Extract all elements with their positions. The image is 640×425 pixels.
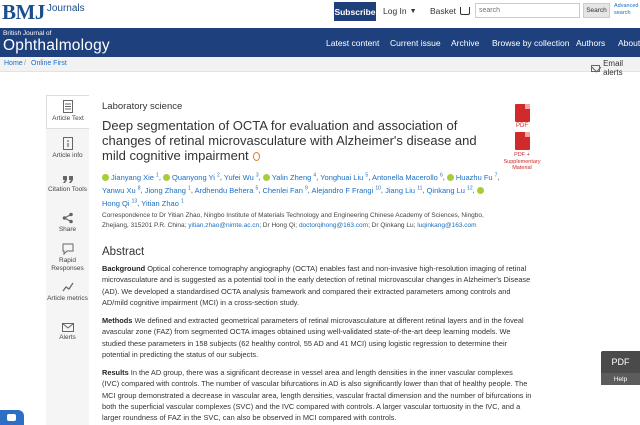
author-link[interactable] xyxy=(447,173,498,182)
author-separator: , xyxy=(140,185,145,195)
author-separator: , xyxy=(307,185,312,195)
author-name: Yitian Zhao xyxy=(141,198,179,208)
advanced-search-link[interactable] xyxy=(614,3,638,17)
login-label: Log In xyxy=(383,6,407,16)
correspondence-lu: ; Dr Qinkang Lu; xyxy=(368,222,416,229)
breadcrumb-home[interactable]: Home xyxy=(4,60,23,67)
author-separator: , xyxy=(368,172,372,182)
author-link[interactable] xyxy=(263,173,316,182)
sidebar-item-alerts[interactable] xyxy=(46,323,89,342)
search-button[interactable]: Search xyxy=(583,3,610,18)
methods-label: Methods xyxy=(102,316,133,325)
orcid-icon[interactable] xyxy=(263,174,270,181)
abstract-background xyxy=(102,263,532,308)
correspondence-qi: ; Dr Hong Qi; xyxy=(259,222,298,229)
author-separator: , xyxy=(422,185,427,195)
nav-latest-content[interactable]: Latest content xyxy=(326,38,380,48)
author-link[interactable] xyxy=(385,186,422,195)
breadcrumb-online-first[interactable]: Online First xyxy=(31,60,67,67)
author-affiliation-sup: 5 xyxy=(255,185,259,191)
article-category: Laboratory science xyxy=(102,101,183,112)
author-link[interactable] xyxy=(195,186,259,195)
correspondence-email-zhao[interactable]: yitian.zhao@nimte.ac.cn xyxy=(188,222,260,229)
author-affiliation-sup: 3 xyxy=(255,172,259,178)
author-separator: , xyxy=(258,185,263,195)
author-name: Hong Qi xyxy=(102,198,130,208)
sidebar-item-citation-tools[interactable] xyxy=(46,173,89,194)
author-separator: , xyxy=(472,185,477,195)
article-title-text: Deep segmentation of OCTA for evaluation and association of changes of retinal microvasculature with Alzheimer's disease and mild cognitive impairment xyxy=(102,118,477,163)
pdf-supplementary-icon xyxy=(515,132,530,150)
search-input[interactable] xyxy=(475,3,580,18)
sidebar-label-share: Share xyxy=(58,226,77,233)
basket-label: Basket xyxy=(430,6,456,16)
orcid-icon[interactable] xyxy=(163,174,170,181)
sidebar-item-share[interactable] xyxy=(46,212,89,234)
author-affiliation-sup: 9 xyxy=(305,185,308,191)
author-link[interactable] xyxy=(427,186,473,195)
methods-text: We defined and extracted geometrical parameters of retinal microvasculature at different retinal layers and in the foveal avascular zone (FAZ) from segmented OCTA images obtained using well-validated state-of-the-art deep learning models. We studied these parameters in 158 subjects (62 healthy control, 55 AD and 41 MCI) using logistic regression to determine their potential in predicting the status of our subjects. xyxy=(102,316,524,359)
sidebar-label-rapid-responses: Rapid Responses xyxy=(51,257,84,272)
author-name: Jianyang Xie xyxy=(111,172,154,182)
sidebar-label-article-metrics: Article metrics xyxy=(47,295,88,302)
abstract-heading: Abstract xyxy=(102,246,145,258)
author-link[interactable] xyxy=(163,173,220,182)
journal-nav xyxy=(0,28,640,57)
rapid-responses-icon xyxy=(62,243,74,255)
subscribe-button[interactable]: Subscribe xyxy=(334,2,376,21)
correspondence-email-lu[interactable]: luqinkang@163.com xyxy=(417,222,477,229)
author-separator: , xyxy=(219,172,224,182)
email-alerts-label: Email alerts xyxy=(603,59,624,77)
author-name: Qinkang Lu xyxy=(426,185,465,195)
pdf-icon xyxy=(515,104,530,122)
advanced-search-line2: search xyxy=(614,10,631,16)
article-tools-sidebar xyxy=(46,95,89,425)
login-menu[interactable] xyxy=(383,6,417,16)
logo-bmj-text: BMJ xyxy=(2,0,45,24)
pdf-download[interactable] xyxy=(510,104,534,130)
author-link[interactable] xyxy=(102,173,159,182)
author-name: Chenlei Fan xyxy=(262,185,303,195)
pdf-label: PDF xyxy=(516,123,528,129)
metrics-icon xyxy=(62,282,74,293)
pdf-sup-line3: Material xyxy=(512,165,532,171)
nav-about[interactable]: About xyxy=(618,38,640,48)
envelope-icon xyxy=(591,65,600,72)
background-text: Optical coherence tomography angiography (OCTA) enables fast and non-invasive high-resolution imaging of retinal microvasculature and is suggested as a potential tool in the early detection of retinal microvascular changes in Alzheimer's Disease (AD). We developed a standardised OCTA analysis framework and compared their extracted parameters among controls and AD/mild cognitive impairment (MCI) in a cross-section study. xyxy=(102,264,531,307)
sidebar-label-article-text: Article Text xyxy=(52,115,84,122)
results-text: In the AD group, there was a significant decrease in vessel area and length densities in the inner vascular complexes (IVC) compared with controls. The number of vascular bifurcations in AD is also significantly lower than that of healthy people. The MCI group demonstrated a decrease in vascular area, length densities, vascular fractal dimension and the number of bifurcations in both the superficial vascular complexes (SVC) and the IVC compared with controls. A larger vascular tortuosity in the IVC, and a larger roundness of FAZ in the SVC, can also be observed in MCI compared with controls. xyxy=(102,368,532,423)
correspondence-address: Zhejiang, 315201 P.R. China; xyxy=(102,222,187,229)
email-alerts-link[interactable] xyxy=(591,59,640,77)
author-affiliation-sup: 13 xyxy=(131,198,138,204)
orcid-icon[interactable] xyxy=(447,174,454,181)
sidebar-item-article-text[interactable] xyxy=(46,95,89,129)
author-name: Yufei Wu xyxy=(223,172,254,182)
sidebar-item-article-info[interactable] xyxy=(46,137,89,160)
author-separator: , xyxy=(316,172,321,182)
author-separator: , xyxy=(442,172,447,182)
breadcrumb-separator: / xyxy=(24,60,26,67)
author-link[interactable] xyxy=(262,186,307,195)
author-affiliation-sup: 8 xyxy=(137,185,141,191)
floating-pdf-button[interactable]: PDF xyxy=(601,351,640,373)
correspondence-line2 xyxy=(102,221,502,231)
author-separator: , xyxy=(380,185,386,195)
author-affiliation-sup: 10 xyxy=(375,185,381,191)
nav-archive[interactable]: Archive xyxy=(451,38,480,48)
author-separator: , xyxy=(158,172,163,182)
brand-title[interactable]: Ophthalmology xyxy=(3,37,110,54)
author-affiliation-sup: 6 xyxy=(439,172,443,178)
author-link[interactable] xyxy=(141,199,184,208)
author-link[interactable] xyxy=(312,186,381,195)
author-list xyxy=(102,170,502,209)
author-affiliation-sup: 1 xyxy=(156,172,159,178)
pdf-sup-line1: PDF + xyxy=(514,152,530,158)
breadcrumb xyxy=(0,57,640,77)
alerts-icon xyxy=(62,323,74,332)
article-title xyxy=(102,118,492,163)
author-separator: , xyxy=(190,185,195,195)
background-label: Background xyxy=(102,264,146,273)
cart-icon xyxy=(460,7,470,15)
nav-browse-by-collection[interactable]: Browse by collection xyxy=(492,38,570,48)
author-link[interactable] xyxy=(372,173,443,182)
author-affiliation-sup: 1 xyxy=(188,185,191,191)
author-name: Yonghuai Liu xyxy=(320,172,364,182)
orcid-icon[interactable] xyxy=(102,174,109,181)
author-affiliation-sup: 5 xyxy=(365,172,369,178)
author-separator: , xyxy=(137,198,142,208)
basket-link[interactable] xyxy=(430,6,470,16)
pdf-supplementary-label[interactable] xyxy=(497,152,547,172)
sidebar-item-rapid-responses[interactable] xyxy=(46,243,89,272)
author-link[interactable] xyxy=(102,186,141,195)
author-name: Yanwu Xu xyxy=(102,185,136,195)
author-affiliation-sup: 4 xyxy=(313,172,317,178)
logo-journals-text: Journals xyxy=(46,3,85,14)
share-icon xyxy=(62,212,74,224)
abstract-methods xyxy=(102,315,532,360)
sidebar-item-article-metrics[interactable] xyxy=(46,282,89,303)
advanced-search-line1: Advanced xyxy=(614,3,639,9)
author-affiliation-sup: 11 xyxy=(417,185,423,191)
sidebar-label-article-info: Article info xyxy=(52,152,83,159)
article-text-icon xyxy=(63,100,73,113)
author-separator: , xyxy=(258,172,263,182)
author-separator: , xyxy=(497,172,500,182)
author-affiliation-sup: 12 xyxy=(467,185,473,191)
author-affiliation-sup: 2 xyxy=(217,172,220,178)
orcid-icon[interactable] xyxy=(477,187,484,194)
correspondence xyxy=(102,211,502,231)
author-name: Ardhendu Behera xyxy=(194,185,254,195)
author-link[interactable] xyxy=(224,173,259,182)
floating-help-button[interactable]: Help xyxy=(601,373,640,385)
pdf-sup-line2: Supplementary xyxy=(503,158,541,165)
chat-icon[interactable] xyxy=(0,410,24,425)
brand-subtitle: British Journal of xyxy=(3,30,52,37)
pdf-supplementary-download[interactable] xyxy=(510,132,534,150)
abstract-results xyxy=(102,367,532,423)
author-link[interactable] xyxy=(320,173,368,182)
author-name: Quanyong Yi xyxy=(172,172,215,182)
author-name: Antonella Macerollo xyxy=(371,172,438,182)
nav-authors[interactable]: Authors xyxy=(576,38,606,48)
bmj-logo[interactable] xyxy=(2,1,85,23)
author-affiliation-sup: 7 xyxy=(494,172,498,178)
info-icon xyxy=(63,137,73,150)
author-name: Alejandro F Frangi xyxy=(311,185,374,195)
top-bar xyxy=(0,0,640,28)
nav-current-issue[interactable]: Current issue xyxy=(390,38,441,48)
open-access-icon xyxy=(253,152,260,161)
results-label: Results xyxy=(102,368,129,377)
author-name: Huazhu Fu xyxy=(455,172,493,182)
sidebar-label-alerts: Alerts xyxy=(59,334,76,341)
correspondence-line1: Correspondence to Dr Yitian Zhao, Ningbo Institute of Materials Technology and Engineering Chinese Academy of Sciences, Ningbo, xyxy=(102,212,484,219)
citation-icon xyxy=(62,173,74,184)
author-affiliation-sup: 1 xyxy=(180,198,184,204)
sidebar-label-citation-tools: Citation Tools xyxy=(48,186,87,193)
author-name: Jiong Zhang xyxy=(144,185,186,195)
chevron-down-icon: ▼ xyxy=(409,7,417,15)
author-name: Yalin Zheng xyxy=(271,172,312,182)
author-link[interactable] xyxy=(145,186,191,195)
correspondence-email-qi[interactable]: doctorqihong@163.com xyxy=(298,222,369,229)
author-name: Jiang Liu xyxy=(385,185,416,195)
